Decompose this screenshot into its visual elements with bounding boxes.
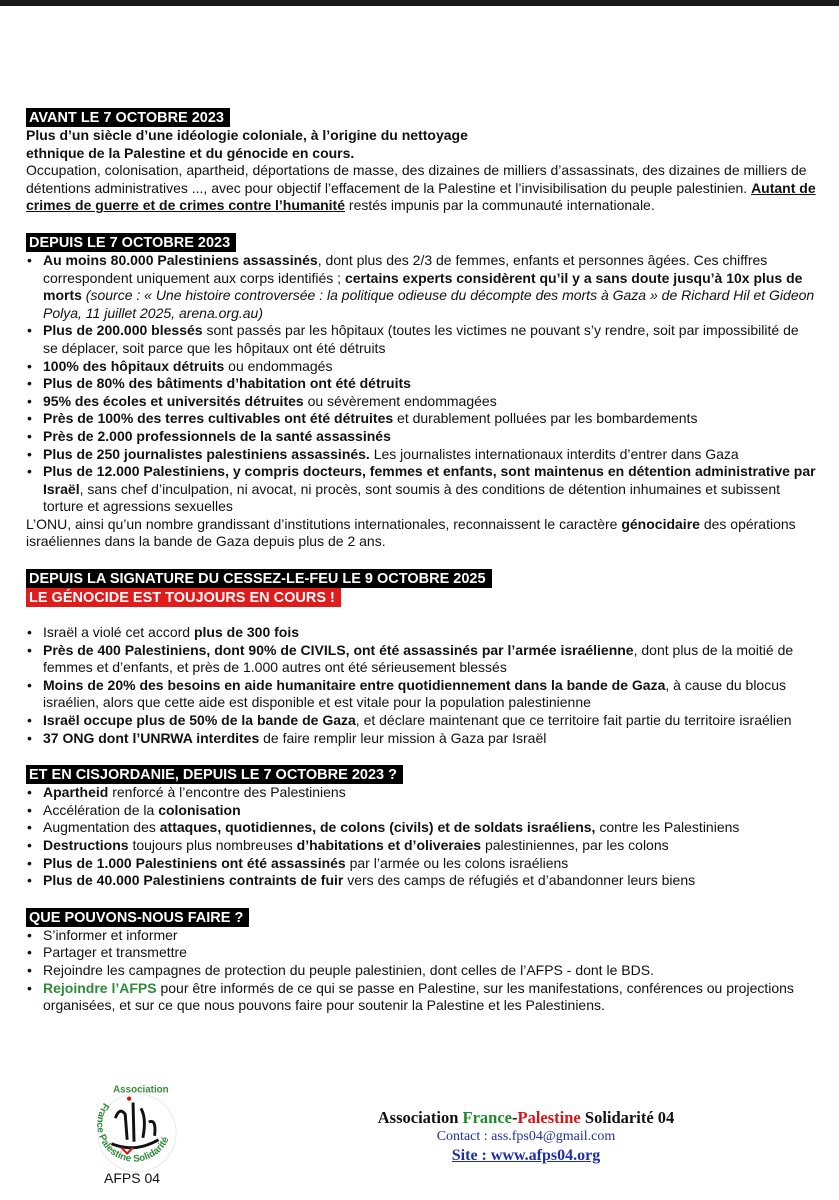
list-item: • Au moins 80.000 Palestiniens assassinés, dont plus des 2/3 de femmes, enfants et personnes âgées. Ces chiffres correspondent uniquement aux corps identifiés ; certains experts considèrent qu’il y a sans doute jusqu’à 10x plus de morts (source : « Une histoire controversée : la politique odieuse du décompte des morts à Gaza » de Richard Hil et Gideon Polya, 11 juillet 2025, arena.org.au) <box>26 252 816 322</box>
list-item: • Plus de 250 journalistes palestiniens assassinés. Les journalistes internationaux interdits d’entrer dans Gaza <box>26 446 816 464</box>
list-item: • Israël occupe plus de 50% de la bande de Gaza, et déclare maintenant que ce territoire fait partie du territoire israélien <box>26 712 816 730</box>
section-since-ceasefire <box>26 569 816 747</box>
section-paragraph: L’ONU, ainsi qu’un nombre grandissant d’institutions internationales, reconnaissent le caractère génocidaire des opérations israéliennes dans la bande de Gaza depuis plus de 2 ans. <box>26 515 796 550</box>
list-item: • Près de 100% des terres cultivables ont été détruites et durablement polluées par les bombardements <box>26 410 816 428</box>
bullet-list <box>26 927 816 1015</box>
bullet-list <box>26 624 816 747</box>
list-item: • Accélération de la colonisation <box>26 802 816 820</box>
list-item: • Israël a violé cet accord plus de 300 fois <box>26 624 816 642</box>
list-item: • 95% des écoles et universités détruites ou sévèrement endommagées <box>26 393 816 411</box>
contact-email[interactable]: Contact : ass.fps04@gmail.com <box>436 1129 616 1144</box>
section-paragraph: Occupation, colonisation, apartheid, déportations de masse, des dizaines de milliers d’assassinats, des dizaines de milliers de détentions administratives ..., avec pour objectif l’effacement de la Palestine et l’invisibilisation du peuple palestinien. Autant de crimes de guerre et de crimes contre l’humanité restés impunis par la communauté internationale. <box>26 162 816 214</box>
list-item: • Près de 2.000 professionnels de la santé assassinés <box>26 428 816 446</box>
bullet-list <box>26 252 816 516</box>
association-block <box>366 1108 686 1165</box>
list-item: • Apartheid renforcé à l’encontre des Palestiniens <box>26 784 816 802</box>
section-since-oct-7 <box>26 233 816 551</box>
join-afps-link[interactable]: Rejoindre l’AFPS <box>43 979 157 996</box>
list-item: • Plus de 40.000 Palestiniens contraints de fuir vers des camps de réfugiés et d’abandonner leurs biens <box>26 872 816 890</box>
list-item: • S’informer et informer <box>26 927 816 945</box>
afps-logo <box>86 1079 184 1177</box>
website-link[interactable]: Site : www.afps04.org <box>451 1147 601 1164</box>
list-item: • Partager et transmettre <box>26 944 816 962</box>
list-item: • Plus de 1.000 Palestiniens ont été assassinés par l’armée ou les colons israéliens <box>26 855 816 873</box>
section-heading: DEPUIS LE 7 OCTOBRE 2023 <box>26 233 236 252</box>
list-item: • Moins de 20% des besoins en aide humanitaire entre quotidiennement dans la bande de Gaza, à cause du blocus israélien, alors que cette aide est disponible et est vitale pour la population palestinienne <box>26 677 816 712</box>
section-heading: ET EN CISJORDANIE, DEPUIS LE 7 OCTOBRE 2023 ? <box>26 765 403 784</box>
list-item: • 100% des hôpitaux détruits ou endommagés <box>26 358 816 376</box>
section-heading: AVANT LE 7 OCTOBRE 2023 <box>26 108 230 127</box>
logo-association-text: Association <box>113 1084 169 1096</box>
list-item: • Près de 400 Palestiniens, dont 90% de CIVILS, ont été assassinés par l’armée israélienne, dont plus de la moitié de femmes et d’enfants, et près de 1.000 autres ont été sérieusement blessés <box>26 642 816 677</box>
section-heading: DEPUIS LA SIGNATURE DU CESSEZ-LE-FEU LE 9 OCTOBRE 2025 <box>26 569 492 588</box>
section-before-oct-7 <box>26 108 816 215</box>
section-heading: QUE POUVONS-NOUS FAIRE ? <box>26 908 249 927</box>
list-item: • Plus de 12.000 Palestiniens, y compris docteurs, femmes et enfants, sont maintenus en détention administrative par Israël, sans chef d’inculpation, ni avocat, ni procès, sont soumis à des conditions de détention inhumaines et subissent torture et agressions sexuelles <box>26 463 816 516</box>
footer <box>0 1075 839 1200</box>
list-item: • Plus de 80% des bâtiments d’habitation ont été détruits <box>26 375 816 393</box>
list-item: • Rejoindre l’AFPS pour être informés de ce qui se passe en Palestine, sur les manifestations, conférences ou projections organisées, et sur ce que nous pouvons faire pour soutenir la Palestine et les Palestiniens. <box>26 980 816 1015</box>
logo-label: AFPS 04 <box>104 1170 161 1186</box>
logo-ring-text: France Palestine Solidarité <box>94 1100 172 1165</box>
list-item: • Destructions toujours plus nombreuses d’habitations et d’oliveraies palestiniennes, par les colons <box>26 837 816 855</box>
list-item: • Augmentation des attaques, quotidiennes, de colons (civils) et de soldats israéliens, contre les Palestiniens <box>26 819 816 837</box>
document-body <box>26 108 816 1015</box>
alert-heading: LE GÉNOCIDE EST TOUJOURS EN COURS ! <box>26 588 341 607</box>
section-west-bank <box>26 765 816 890</box>
association-name: Association France-Palestine Solidarité 04 <box>377 1108 675 1127</box>
section-what-can-we-do <box>26 908 816 1015</box>
list-item: • Rejoindre les campagnes de protection du peuple palestinien, dont celles de l’AFPS - dont le BDS. <box>26 962 816 980</box>
list-item: • 37 ONG dont l’UNRWA interdites de faire remplir leur mission à Gaza par Israël <box>26 730 816 748</box>
list-item: • Plus de 200.000 blessés sont passés par les hôpitaux (toutes les victimes ne pouvant s’y rendre, soit par impossibilité de se déplacer, soit parce que les hôpitaux ont été détruits <box>26 322 816 357</box>
top-border <box>0 0 839 6</box>
bullet-list <box>26 784 816 890</box>
calligraphy-icon <box>111 1096 158 1153</box>
intro-bold: Plus d’un siècle d’une idéologie coloniale, à l’origine du nettoyage ethnique de la Palestine et du génocide en cours. <box>26 127 468 161</box>
